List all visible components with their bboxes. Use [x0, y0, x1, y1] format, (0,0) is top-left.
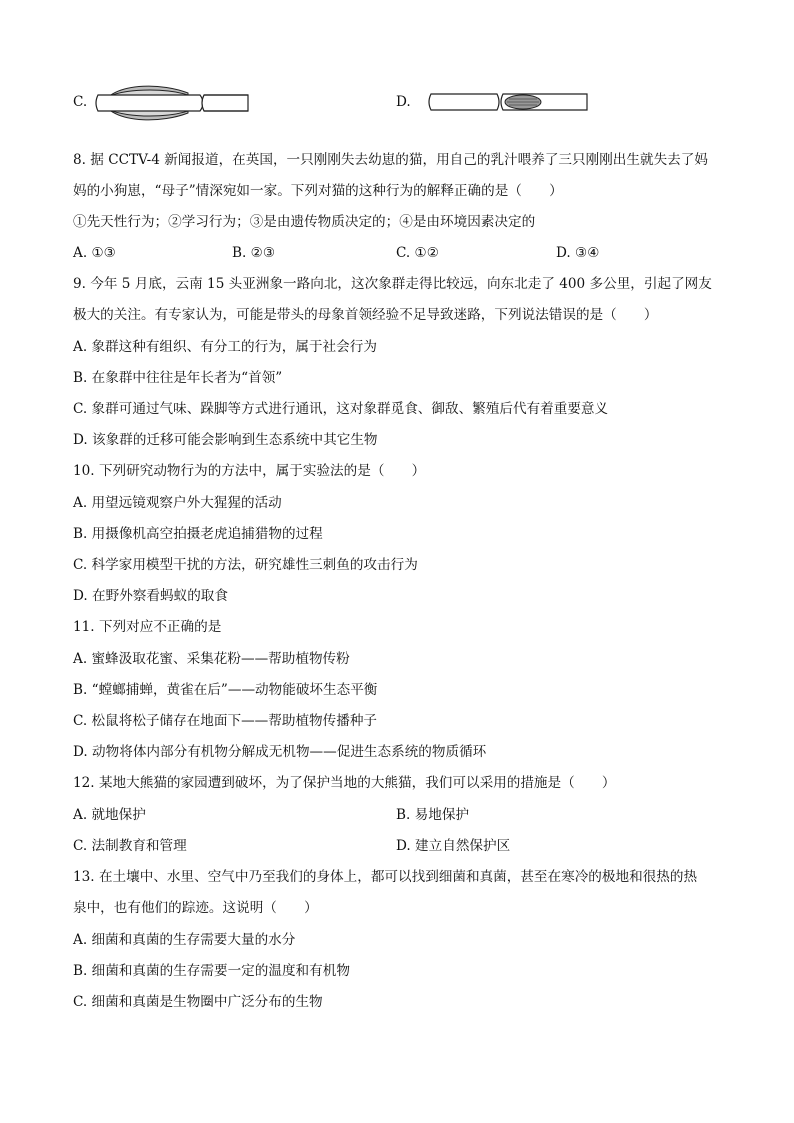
q11-stem: 11. 下列对应不正确的是: [73, 619, 222, 635]
q8-option-c: C. ①②: [396, 245, 439, 261]
q8-statements: ①先天性行为；②学习行为；③是由遗传物质决定的；④是由环境因素决定的: [73, 214, 536, 230]
q8-stem-line2: 妈的小狗崽，“母子”情深宛如一家。下列对猫的这种行为的解释正确的是（ ）: [73, 183, 563, 199]
q9-stem-line2: 极大的关注。有专家认为，可能是带头的母象首领经验不足导致迷路，下列说法错误的是（ ）: [73, 307, 658, 323]
q13-option-b: B. 细菌和真菌的生存需要一定的温度和有机物: [73, 963, 350, 979]
figure-c-label: C.: [73, 94, 88, 110]
q13-stem-line2: 泉中，也有他们的踪迹。这说明（ ）: [73, 900, 318, 916]
q13-option-a: A. 细菌和真菌的生存需要大量的水分: [73, 932, 296, 948]
figure-d-bone-muscle-diagram: [427, 82, 592, 122]
figure-c-bone-muscle-diagram: [92, 79, 257, 127]
q8-option-a: A. ①③: [73, 245, 116, 261]
q10-option-d: D. 在野外察看蚂蚁的取食: [73, 588, 228, 604]
q11-option-c: C. 松鼠将松子储存在地面下——帮助植物传播种子: [73, 713, 378, 729]
q8-option-b: B. ②③: [232, 245, 276, 261]
q12-stem: 12. 某地大熊猫的家园遭到破坏，为了保护当地的大熊猫，我们可以采用的措施是（ ）: [73, 775, 616, 791]
q10-option-c: C. 科学家用模型干扰的方法，研究雄性三刺鱼的攻击行为: [73, 557, 418, 573]
q9-option-d: D. 该象群的迁移可能会影响到生态系统中其它生物: [73, 432, 378, 448]
q9-option-c: C. 象群可通过气味、跺脚等方式进行通讯，这对象群觅食、御敌、繁殖后代有着重要意义: [73, 401, 609, 417]
q10-option-a: A. 用望远镜观察户外大猩猩的活动: [73, 495, 282, 511]
figure-d-label: D.: [396, 94, 411, 110]
q11-option-a: A. 蜜蜂汲取花蜜、采集花粉——帮助植物传粉: [73, 651, 350, 667]
q13-option-c: C. 细菌和真菌是生物圈中广泛分布的生物: [73, 994, 323, 1010]
q12-option-c: C. 法制教育和管理: [73, 838, 187, 854]
q13-stem-line1: 13. 在土壤中、水里、空气中乃至我们的身体上，都可以找到细菌和真菌，甚至在寒冷的极地和很热的热: [73, 869, 698, 885]
q9-stem-line1: 9. 今年 5 月底，云南 15 头亚洲象一路向北，这次象群走得比较远，向东北走了 400 多公里，引起了网友: [73, 276, 712, 292]
q12-option-a: A. 就地保护: [73, 807, 146, 823]
q9-option-a: A. 象群这种有组织、有分工的行为，属于社会行为: [73, 339, 377, 355]
q9-option-b: B. 在象群中往往是年长者为“首领”: [73, 370, 283, 386]
q10-stem: 10. 下列研究动物行为的方法中，属于实验法的是（ ）: [73, 463, 426, 479]
q12-option-d: D. 建立自然保护区: [396, 838, 511, 854]
q11-option-b: B. “螳螂捕蝉，黄雀在后”——动物能破坏生态平衡: [73, 682, 378, 698]
q10-option-b: B. 用摄像机高空拍摄老虎追捕猎物的过程: [73, 526, 323, 542]
q8-stem-line1: 8. 据 CCTV-4 新闻报道，在英国，一只刚刚失去幼崽的猫，用自己的乳汁喂养了三只刚刚出生就失去了妈: [73, 152, 708, 168]
q12-option-b: B. 易地保护: [396, 807, 470, 823]
q8-option-d: D. ③④: [556, 245, 600, 261]
q11-option-d: D. 动物将体内部分有机物分解成无机物——促进生态系统的物质循环: [73, 744, 487, 760]
